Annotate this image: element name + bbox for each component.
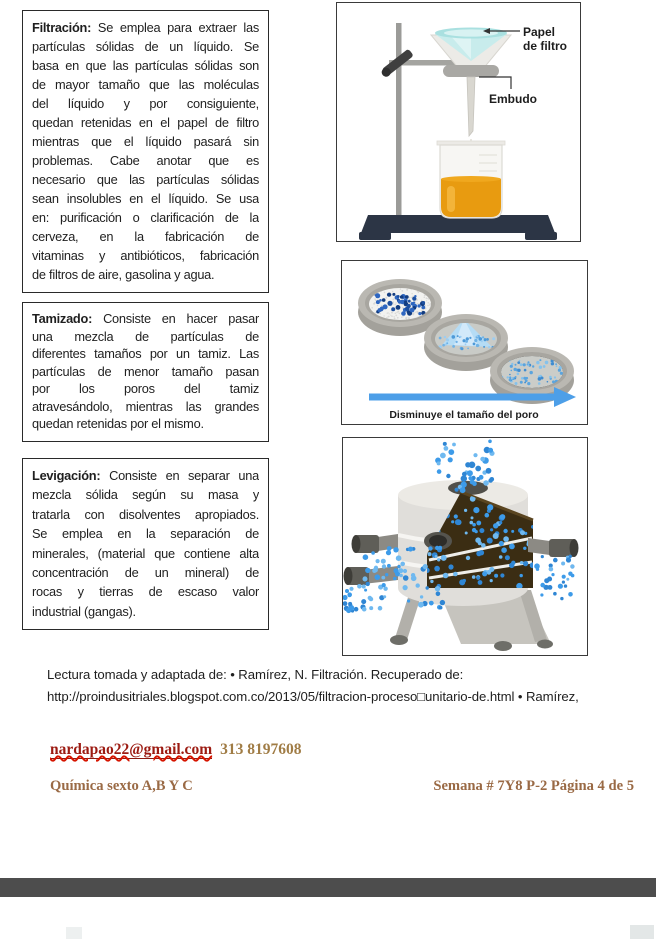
filtration-line: del líquido y por consiguiente, [32, 96, 259, 111]
next-page-glimpse [66, 927, 82, 939]
levigacion-box [22, 458, 269, 630]
filtration-line: en: purificación o clarificación de la [32, 210, 259, 225]
filtration-box [22, 10, 269, 293]
levigacion-line: concentración de un mineral) de [32, 565, 259, 581]
contact-line [50, 741, 301, 759]
levigacion-first-rest: Consiste en separar una [109, 468, 259, 483]
footer-week-page: Semana # 7Y8 P-2 Página 4 de 5 [433, 778, 634, 794]
tamizado-line: quedan retenidas por el mismo. [32, 416, 204, 431]
footer-course: Química sexto A,B Y C [50, 778, 193, 794]
citation-block [47, 664, 637, 708]
paper-label-1: Papel [523, 25, 556, 39]
next-page-glimpse [630, 925, 654, 939]
filtration-line: cerveza, en la fabricación de [32, 229, 259, 244]
tamizado-line: partículas de menor tamaño pasan [32, 363, 259, 379]
email-link[interactable]: nardapao22@gmail.com [50, 741, 213, 758]
tamizado-line: una mezcla de partículas de [32, 328, 259, 344]
citation-line-1: Lectura tomada y adaptada de: • Ramírez, N. Filtración. Recuperado de: [47, 667, 464, 682]
tamizado-box [22, 302, 269, 442]
phone-number: 313 8197608 [220, 741, 302, 758]
tamizado-line: diferentes tamaños por un tamiz. Las [32, 346, 259, 361]
page-separator-bar [0, 878, 656, 897]
filtration-line: sean insolubles en el líquido. Se usa [32, 191, 259, 206]
tamizado-term: Tamizado: [32, 311, 93, 326]
tamizado-line: atravesándolo, mientras las grandes [32, 398, 259, 414]
filtration-line: necesario que las partículas sólidas [32, 172, 259, 187]
inlet-opening [448, 481, 488, 495]
filtration-line: vitaminas y antibióticos, fabricación [32, 248, 259, 263]
filtration-line: basa en que las partículas sólidas son [32, 58, 259, 73]
page-footer [50, 778, 634, 795]
right-outflow [534, 555, 574, 601]
filtration-line: quedan retenidas en el papel de filtro [32, 115, 259, 130]
filtration-line: partículas sólidas de un líquido. Se [32, 39, 259, 54]
levigacion-line: rocas y tierras de escaso valor [32, 584, 259, 600]
filtration-line: problemas. Cabe anotar que es [32, 153, 259, 168]
levigacion-line: Se emplea en la separación de [32, 526, 259, 542]
tamizado-first-rest: Consiste en hacer pasar [103, 311, 259, 326]
filtration-first-rest: Se emplea para extraer las [97, 20, 259, 35]
levigacion-line [32, 466, 259, 485]
tamizado-line: por los poros del tamiz [32, 381, 259, 396]
levigacion-line: tratarla con disolventes apropiados. [32, 506, 259, 522]
left-outflow-2 [343, 582, 388, 613]
levigacion-line: mezcla sólida según su masa y [32, 487, 259, 503]
levigacion-line: industrial (gangas). [32, 603, 136, 619]
beaker [437, 141, 505, 218]
filtration-figure [336, 2, 581, 242]
levigation-illustration [343, 438, 586, 654]
paper-label-2: de filtro [523, 39, 567, 53]
filtration-illustration [337, 3, 580, 241]
filtration-line: de mayor tamaño que las moléculas [32, 77, 259, 92]
sieves-illustration [342, 261, 586, 423]
funnel-label: Embudo [489, 92, 537, 106]
filtration-line [32, 18, 259, 37]
citation-line-2: http://proindusitriales.blogspot.com.co/2013/05/filtracion-proceso□unitario-de.html • Ramírez, [47, 689, 579, 704]
filtration-line: de filtros de aire, gasolina y agua. [32, 267, 215, 282]
filtration-term: Filtración: [32, 20, 92, 35]
levigation-figure [342, 437, 588, 656]
levigacion-line: minerales, (material que contiene alta [32, 545, 259, 561]
tamizado-line [32, 310, 259, 328]
sieves-caption: Disminuye el tamaño del poro [389, 409, 539, 421]
filtration-line: mientras que el líquido pasará sin [32, 134, 259, 149]
sieves-figure [341, 260, 588, 425]
levigacion-term: Levigación: [32, 468, 101, 483]
